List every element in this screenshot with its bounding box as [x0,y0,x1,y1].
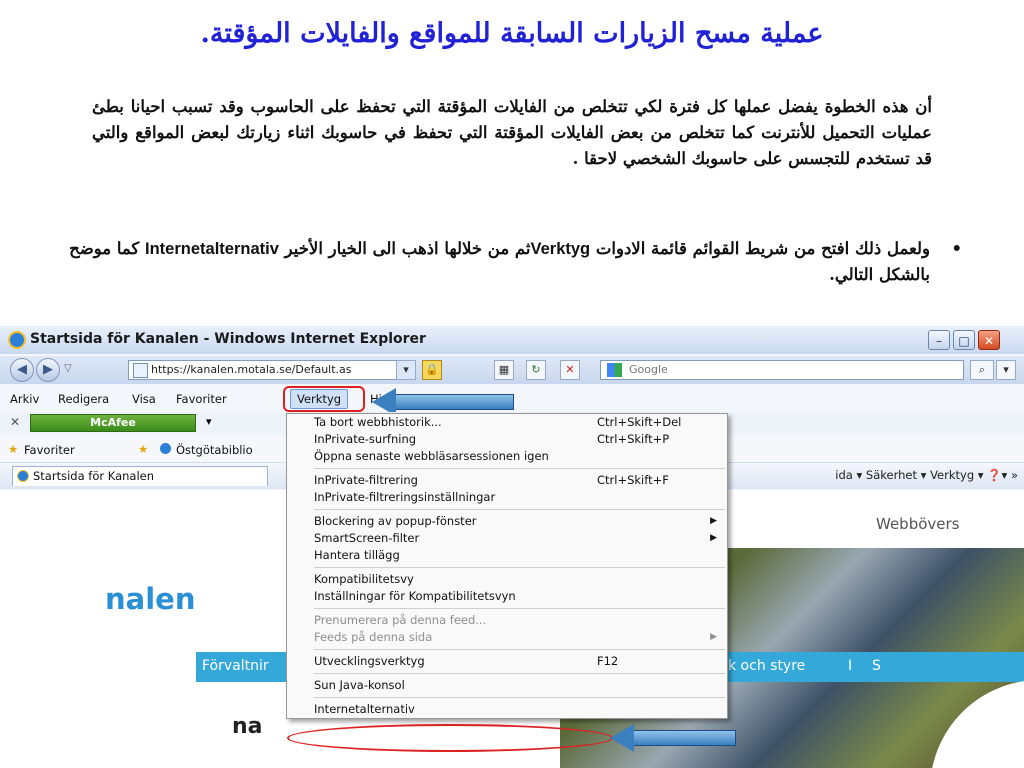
compatibility-icon[interactable]: ▦ [494,360,514,380]
favorites-star-icon: ★ [8,442,19,456]
menu-separator [314,697,725,698]
page-heading-fragment: na [232,714,263,739]
refresh-icon[interactable]: ↻ [526,360,546,380]
menu-item-label: Öppna senaste webbläsarsessionen igen [314,449,549,463]
back-button[interactable]: ◀ [10,358,34,382]
stop-icon[interactable]: ✕ [560,360,580,380]
submenu-arrow-icon: ▶ [710,533,717,543]
slide-bullet [62,236,962,288]
menu-item-label: Hantera tillägg [314,548,400,562]
menu-item-internetalternativ[interactable] [287,701,727,718]
menu-item-label: SmartScreen-filter [314,531,420,545]
menu-item-label: Feeds på denna sida [314,630,433,644]
submenu-arrow-icon: ▶ [710,516,717,526]
menu-item-label: Ta bort webbhistorik... [314,415,442,429]
search-input[interactable] [600,360,964,380]
menu-item-prenumerera-på-denna-feed [287,612,727,629]
close-button[interactable]: ✕ [978,330,1000,350]
history-dropdown-icon[interactable]: ▽ [64,363,72,374]
bullet-internetalternativ: Internetalternativ [145,240,279,258]
forward-button[interactable]: ▶ [36,358,60,382]
mcafee-dropdown-icon[interactable]: ▾ [206,415,212,428]
menu-visa[interactable]: Visa [132,392,156,406]
minimize-button[interactable]: – [928,330,950,350]
menu-item-label: Sun Java-konsol [314,678,405,692]
menu-redigera[interactable]: Redigera [58,392,110,406]
menu-item-shortcut: F12 [597,654,619,668]
lock-icon[interactable]: 🔒 [422,360,442,380]
menu-separator [314,468,725,469]
arrow-to-internetalternativ [632,730,736,746]
menu-item-öppna-senaste-webbläsarsessionen-igen[interactable] [287,448,727,465]
submenu-arrow-icon: ▶ [710,632,717,642]
menu-item-inprivate-surfning[interactable] [287,431,727,448]
tab-label: Startsida för Kanalen [33,469,155,483]
menu-arkiv[interactable]: Arkiv [10,392,40,406]
nav-ledning[interactable]: k och styre [728,658,806,674]
menu-item-label: InPrivate-filtrering [314,473,418,487]
menu-item-inställningar-för-kompatibilitetsvyn[interactable] [287,588,727,605]
menu-item-label: InPrivate-filtreringsinställningar [314,490,496,504]
tab-ie-icon [17,470,29,482]
menu-item-label: Inställningar för Kompatibilitetsvyn [314,589,516,603]
bullet-text-1: ولعمل ذلك افتح من شريط القوائم قائمة الادوات [590,239,930,258]
menu-separator [314,649,725,650]
menu-separator [314,567,725,568]
command-bar[interactable]: ida ▾ Säkerhet ▾ Verktyg ▾ ❓▾ » [835,468,1018,482]
verktyg-dropdown-menu [286,413,728,719]
favorite-link-icon [160,443,171,454]
bullet-text-2: ثم من خلالها اذهب الى الخيار الأخير [278,239,531,258]
menu-verktyg[interactable]: Verktyg [290,389,348,409]
ie-logo-icon [8,331,26,349]
tab-startsida[interactable] [12,466,268,486]
menu-item-label: InPrivate-surfning [314,432,417,446]
slide-paragraph: أن هذه الخطوة يفضل عملها كل فترة لكي تتخلص من الفايلات المؤقتة التي تحفظ على الحاسوب وقد تسبب احيانا بطئ عمليات التحميل للأنترنت كما تتخلص من بعض الفايلات المؤقتة التي تحفظ في حاسوبك اثناء زيارتك لبعض المواقع والتي قد تستخدم للتجسس على حاسوبك الشخصي لاحقا . [92,97,932,168]
menu-separator [314,509,725,510]
menu-item-ta-bort-webbhistorik[interactable] [287,414,727,431]
arrow-to-verktyg [394,394,514,410]
slide-corner-mask [0,690,80,768]
menu-favoriter[interactable]: Favoriter [176,392,227,406]
toolbar-close-icon[interactable]: ✕ [10,415,21,429]
bullet-verktyg: Verktyg [530,240,591,258]
webbovers-link[interactable]: Webbövers [876,515,960,533]
nav-forvaltning[interactable]: Förvaltnir [202,658,269,674]
menu-help[interactable]: Hj [370,392,382,406]
menu-item-inprivate-filtrering[interactable] [287,472,727,489]
kanalen-logo: nalen [105,582,196,616]
menu-item-label: Kompatibilitetsvy [314,572,414,586]
menu-item-hantera-tillägg[interactable] [287,547,727,564]
menu-item-kompatibilitetsvy[interactable] [287,571,727,588]
search-options-icon[interactable]: ▾ [996,360,1016,380]
menu-item-shortcut: Ctrl+Skift+F [597,473,669,487]
page-icon [133,363,148,378]
menu-item-label: Prenumerera på denna feed... [314,613,487,627]
menu-item-shortcut: Ctrl+Skift+P [597,432,670,446]
bullet-text-3: كما موضح بالشكل التالي. [69,239,930,284]
address-bar-row [0,356,1024,384]
menu-item-shortcut: Ctrl+Skift+Del [597,415,682,429]
menu-separator [314,608,725,609]
mcafee-badge[interactable]: McAfee [30,414,196,432]
address-dropdown-button[interactable]: ▾ [396,360,416,380]
favorite-link[interactable]: Östgötabiblio [176,443,253,457]
menu-item-smartscreen-filter[interactable] [287,530,727,547]
google-icon [607,363,622,377]
maximize-button[interactable]: □ [953,330,975,350]
add-favorite-icon[interactable]: ★ [138,442,149,456]
address-value: https://kanalen.motala.se/Default.as [151,363,352,376]
menu-item-label: Utvecklingsverktyg [314,654,425,668]
window-title: Startsida för Kanalen - Windows Internet Explorer [30,331,426,347]
menu-item-sun-java-konsol[interactable] [287,677,727,694]
internetalternativ-highlight [287,724,613,752]
menu-separator [314,673,725,674]
bullet-dot: • [951,239,962,258]
menu-item-blockering-av-popup-fönster[interactable] [287,513,727,530]
menu-item-feeds-på-denna-sida [287,629,727,646]
slide-title: عملية مسح الزيارات السابقة للمواقع والفايلات المؤقتة. [200,18,824,49]
window-titlebar [0,326,1024,354]
arrowhead-internetalternativ [610,724,634,752]
menu-item-inprivate-filtreringsinställningar[interactable] [287,489,727,506]
favorites-button[interactable]: Favoriter [24,443,75,457]
address-input[interactable] [128,360,413,380]
menu-item-label: Blockering av popup-fönster [314,514,477,528]
search-placeholder: Google [629,363,668,376]
nav-separator: I [848,658,853,674]
menu-item-utvecklingsverktyg[interactable] [287,653,727,670]
nav-more[interactable]: S [872,658,881,674]
menu-item-label: Internetalternativ [314,702,415,716]
verktyg-highlight [283,386,365,412]
search-button[interactable]: ⌕ [970,360,994,380]
